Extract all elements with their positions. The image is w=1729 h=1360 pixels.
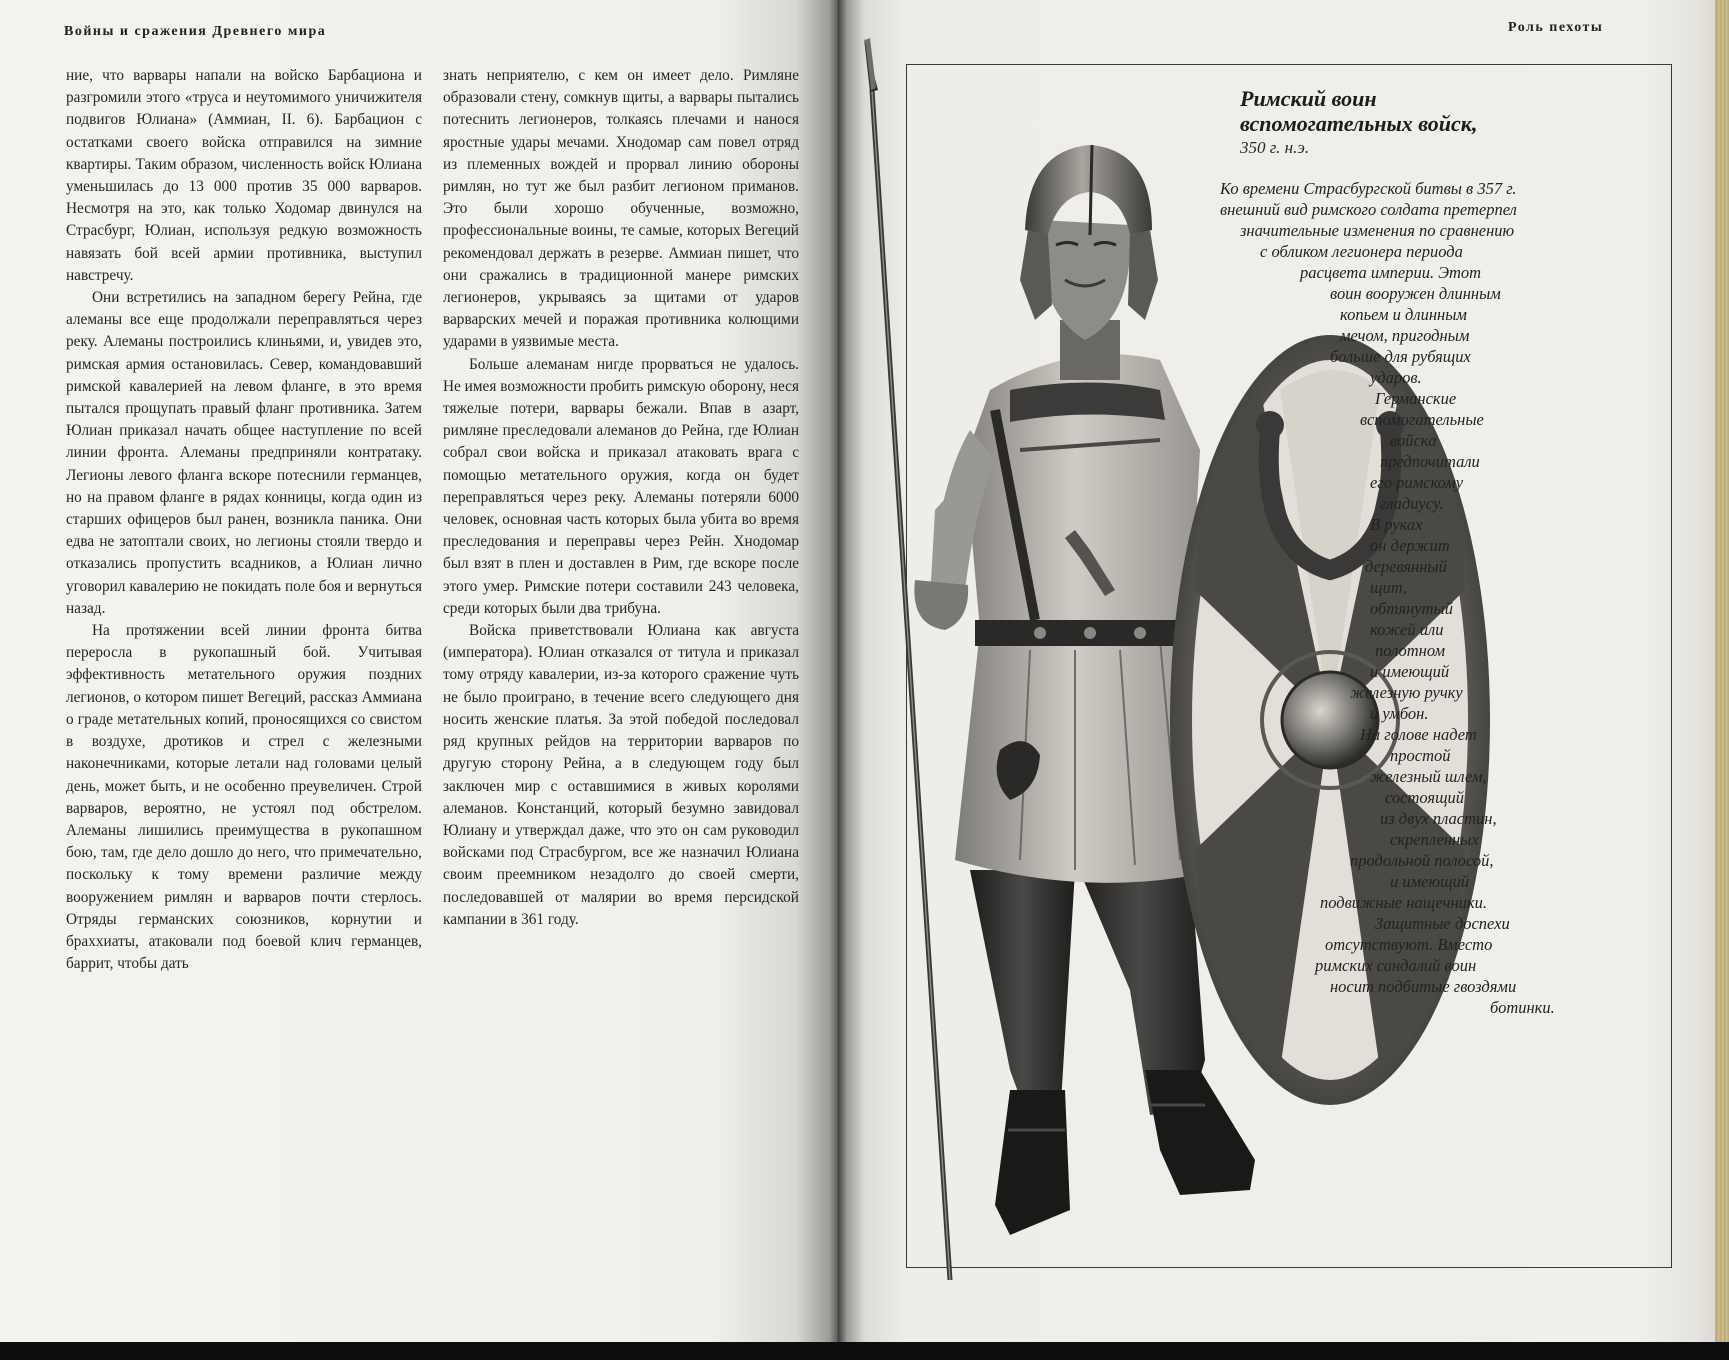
- caption-body: [1220, 178, 1640, 1018]
- paragraph: ние, что варвары напали на войско Барбациона и разгромили этого «труса и неутомимого уничижителя подвигов Юлиана» (Аммиан, II. 6). Барбацион с остатками своего войска отправился на зимние квартиры. Таким образом, численность войск Юлиана уменьшилась до 13 000 против 35 000 варваров. Несмотря на это, как только Ходомар двинулся на Страсбург, Юлиан, используя редкую возможность навязать бой всей армии противника, выступил навстречу.: [66, 67, 422, 284]
- caption-line: вспомогательные: [1360, 410, 1484, 429]
- paragraph: знать неприятелю, с кем он имеет дело. Римляне образовали стену, сомкнув щиты, а варвары пытались потеснить легионеров, толкаясь плечами и нанося яростные удары мечами. Хнодомар сам повел отряд из племенных вождей и прорвал линию обороны римлян, но тут же был разбит легионом приманов. Это были хорошо обученные, возможно, профессиональные воины, те самые, которых Вегеций рекомендовал держать в резерве. Аммиан пишет, что они сражались в традиционной манере римских легионеров, укрываясь за щитами от ударов варварских мечей и поражая противника колющими ударами в уязвимые места.: [443, 67, 799, 351]
- paragraph: На протяжении всей линии фронта битва переросла в рукопашный бой. Учитывая эффективность метательного оружия поздних легионов, о котором пишет Вегеций, рассказ Аммиана о граде метательных копий, проносящихся со свистом в воздухе, дротиков и стрел с железными наконечниками, которые летали над головами целый день, может быть, и не особенно преувеличен. Строй варваров, вероятно, не устоял под обстрелом. Алеманы лишились преимущества в рукопашном бою, там, где дело дошло до него, что примечательно, поскольку к тому времени различие между вооружением римлян и варваров почти стерлось. Отряды германских союзников, корнутии и браххиаты, атаковали под боевой клич германцев, баррит, чтобы дать: [66, 622, 422, 973]
- caption-line: ударов.: [1370, 368, 1422, 387]
- caption-line: с обликом легионера периода: [1260, 242, 1463, 261]
- caption-line: На голове надет: [1360, 725, 1477, 744]
- caption-title-line-1: Римский воин: [1240, 86, 1377, 111]
- caption-line: подвижные нащечники.: [1320, 893, 1488, 912]
- caption-line: и имеющий: [1370, 662, 1450, 681]
- paragraph: Они встретились на западном берегу Рейна, где алеманы все еще продолжали переправляться через реку. Алеманы построились клиньями, и, увидев это, римская армия остановилась. Север, командовавший римской кавалерией на левом фланге, в это время пытался прощупать правый фланг противника. Затем Юлиан приказал начать общее наступление по всей линии фронта. Алеманы предприняли контратаку. Легионы левого фланга вскоре потеснили германцев, но на правом фланге в рядах конницы, когда один из старших офицеров был ранен, возникла паника. Они едва не затоптали своих, но легионы стояли твердо и отказались пропустить всадников, а Юлиан лично уговорил кавалерию не покидать поле боя и вернуться назад.: [66, 289, 422, 617]
- caption-line: обтянутый: [1370, 599, 1453, 618]
- caption-line: деревянный: [1365, 557, 1447, 576]
- caption-line: носит подбитые гвоздями: [1330, 977, 1517, 996]
- caption-line: простой: [1390, 746, 1451, 765]
- caption-line: отсутствуют. Вместо: [1325, 935, 1493, 954]
- caption-line: щит,: [1370, 578, 1408, 597]
- caption-line: мечом, пригодным: [1340, 326, 1470, 345]
- caption-line: кожей или: [1370, 620, 1444, 639]
- caption-line: полотном: [1375, 641, 1445, 660]
- paragraph: Больше алеманам нигде прорваться не удалось. Не имея возможности пробить римскую оборону, неся тяжелые потери, варвары бежали. Впав в азарт, римляне преследовали алеманов до Рейна, где Юлиан собрал свои войска и приказал атаковать врага с помощью метательного оружия, когда он будет переправляться через реку. Алеманы потеряли 6000 человек, основная часть которых была убита во время преследования и переправы через Рейн. Хнодомар был взят в плен и доставлен в Рим, где вскоре после этого умер. Римские потери составили 243 человека, среди которых были два трибуна.: [443, 355, 799, 617]
- caption-line: и умбон.: [1370, 704, 1429, 723]
- caption-date: 350 г. н.э.: [1240, 138, 1310, 157]
- caption-title: [1240, 86, 1600, 136]
- right-running-head: Роль пехоты: [1508, 20, 1604, 35]
- caption-line: предпочитали: [1380, 452, 1480, 471]
- caption-line: из двух пластин,: [1380, 809, 1497, 828]
- left-column-1: [66, 65, 422, 975]
- left-column-2: [443, 65, 799, 931]
- scan-bottom-edge: [0, 1342, 1729, 1360]
- caption-line: внешний вид римского солдата претерпел: [1220, 200, 1517, 219]
- caption-line: войска: [1390, 431, 1437, 450]
- caption-line: Германские: [1375, 389, 1457, 408]
- paragraph: Войска приветствовали Юлиана как августа (императора). Юлиан отказался от титула и приказал тому отряду кавалерии, из-за которого сражение чуть не было проиграно, в течение всего следующего дня носить женские платья. За этой победой последовал ряд крупных рейдов на территории варваров по другую сторону Рейна, а в следующем году был заключен мир с оставшимися в живых королями алеманов. Констанций, который безумно завидовал Юлиану и утверждал даже, что это он сам руководил войсками под Страсбургом, все же назначил Юлиана своим преемником незадолго до своей смерти, последовавшей от малярии во время персидской кампании в 361 году.: [443, 622, 799, 928]
- left-page: [0, 0, 838, 1342]
- caption-line: В руках: [1370, 515, 1423, 534]
- caption-line: значительные изменения по сравнению: [1240, 221, 1515, 240]
- caption-line: Защитные доспехи: [1375, 914, 1510, 933]
- caption-line: гладиусу.: [1380, 494, 1444, 513]
- caption-line: продольной полосой,: [1350, 851, 1494, 870]
- caption-line: он держит: [1370, 536, 1450, 555]
- caption-line: ботинки.: [1490, 998, 1555, 1017]
- caption-line: римских сандалий воин: [1315, 956, 1477, 975]
- caption-line: железный шлем,: [1370, 767, 1487, 786]
- caption-line: Ко времени Страсбургской битвы в 357 г.: [1220, 179, 1517, 198]
- caption-line: железную ручку: [1350, 683, 1463, 702]
- caption-line: состоящий: [1385, 788, 1465, 807]
- caption-line: копьем и длинным: [1340, 305, 1467, 324]
- left-running-head: Войны и сражения Древнего мира: [64, 24, 327, 39]
- caption-line: его римскому: [1370, 473, 1464, 492]
- caption-line: больше для рубящих: [1330, 347, 1471, 366]
- caption-line: и имеющий: [1390, 872, 1470, 891]
- page-edge: [1715, 0, 1729, 1342]
- caption-line: воин вооружен длинным: [1330, 284, 1501, 303]
- caption-line: скрепленных: [1390, 830, 1479, 849]
- caption-title-line-2: вспомогательных войск,: [1240, 111, 1478, 136]
- caption-line: расцвета империи. Этот: [1300, 263, 1482, 282]
